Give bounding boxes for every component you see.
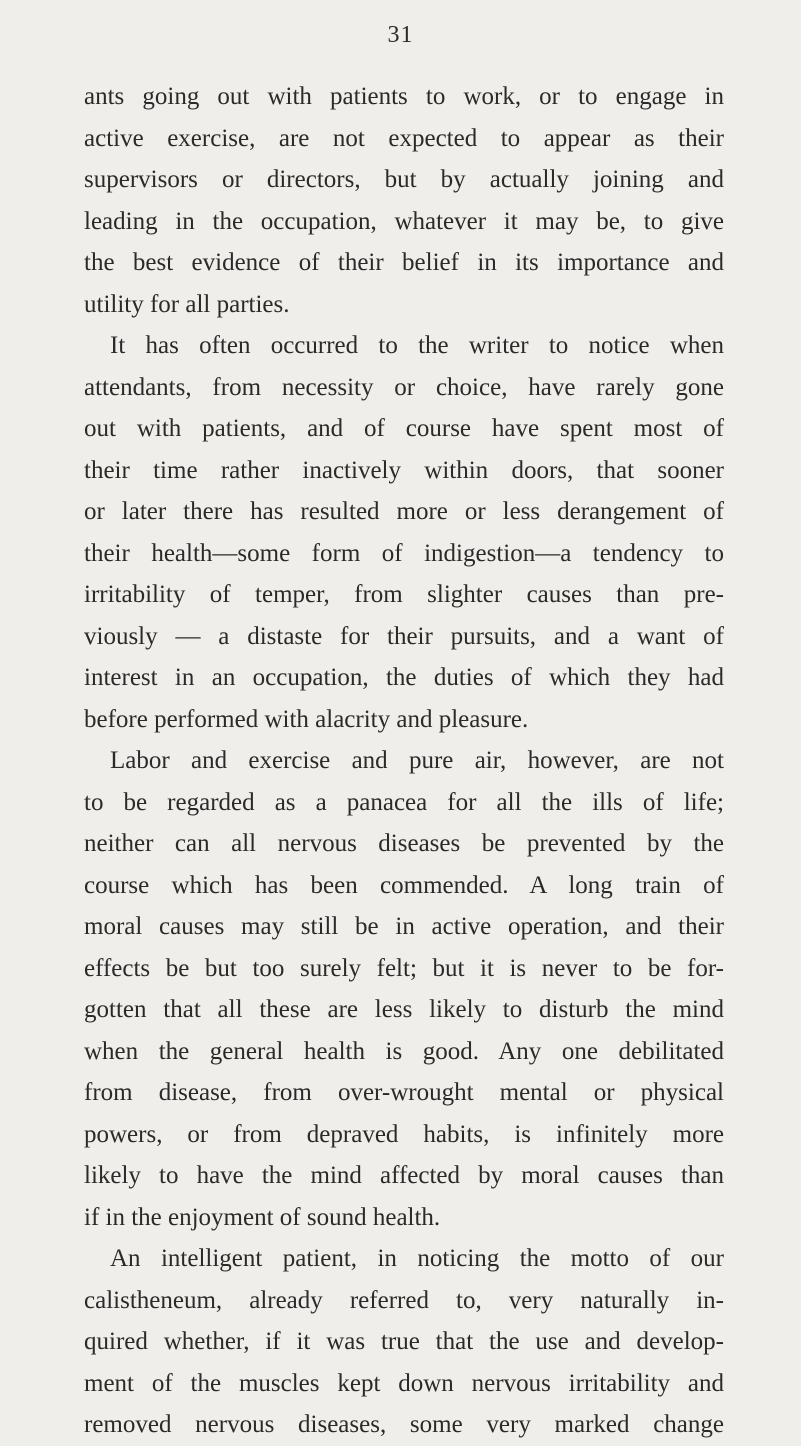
- text-line: viously — a distaste for their pursuits, and a want of: [84, 622, 724, 650]
- text-line: interest in an occupation, the duties of which they had: [84, 664, 724, 691]
- text-line: calistheneum, already referred to, very naturally in-: [84, 1286, 724, 1314]
- text-line: when the general health is good. Any one debilitated: [84, 1037, 724, 1065]
- text-line: neither can all nervous diseases be prevented by the: [84, 830, 724, 857]
- text-line: moral causes may still be in active operation, and their: [84, 913, 724, 940]
- text-line: It has often occurred to the writer to notice when: [110, 332, 724, 359]
- text-line: powers, or from depraved habits, is infinitely more: [84, 1120, 724, 1148]
- text-line: before performed with alacrity and pleasure.: [84, 705, 529, 733]
- text-line: or later there has resulted more or less derangement of: [84, 498, 724, 525]
- text-line: quired whether, if it was true that the use and develop-: [84, 1328, 724, 1355]
- text-line: their time rather inactively within doors, that sooner: [84, 456, 724, 484]
- text-line: gotten that all these are less likely to disturb the mind: [84, 996, 724, 1023]
- body-text: [84, 76, 724, 1446]
- text-line: ants going out with patients to work, or to engage in: [84, 83, 724, 110]
- text-line: likely to have the mind affected by moral causes than: [84, 1162, 724, 1189]
- page-number: 31: [387, 22, 414, 48]
- text-line: attendants, from necessity or choice, have rarely gone: [84, 373, 724, 401]
- text-line: An intelligent patient, in noticing the motto of our: [110, 1245, 724, 1272]
- text-line: irritability of temper, from slighter causes than pre-: [84, 581, 724, 608]
- text-line: if in the enjoyment of sound health.: [84, 1203, 441, 1231]
- text-line: from disease, from over-wrought mental or physical: [84, 1079, 724, 1106]
- text-line: leading in the occupation, whatever it may be, to give: [84, 207, 724, 235]
- text-line: active exercise, are not expected to appear as their: [84, 124, 724, 152]
- text-line: removed nervous diseases, some very marked change: [84, 1411, 724, 1438]
- text-line: effects be but too surely felt; but it is never to be for-: [84, 954, 724, 982]
- text-line: Labor and exercise and pure air, however, are not: [110, 747, 724, 774]
- text-line: to be regarded as a panacea for all the ills of life;: [84, 788, 724, 816]
- text-line: their health—some form of indigestion—a tendency to: [84, 539, 724, 567]
- text-line: the best evidence of their belief in its importance and: [84, 249, 724, 276]
- text-line: supervisors or directors, but by actually joining and: [84, 166, 724, 193]
- text-line: utility for all parties.: [84, 290, 290, 318]
- text-line: ment of the muscles kept down nervous irritability and: [84, 1369, 724, 1397]
- text-line: out with patients, and of course have spent most of: [84, 415, 724, 442]
- text-line: course which has been commended. A long train of: [84, 871, 724, 899]
